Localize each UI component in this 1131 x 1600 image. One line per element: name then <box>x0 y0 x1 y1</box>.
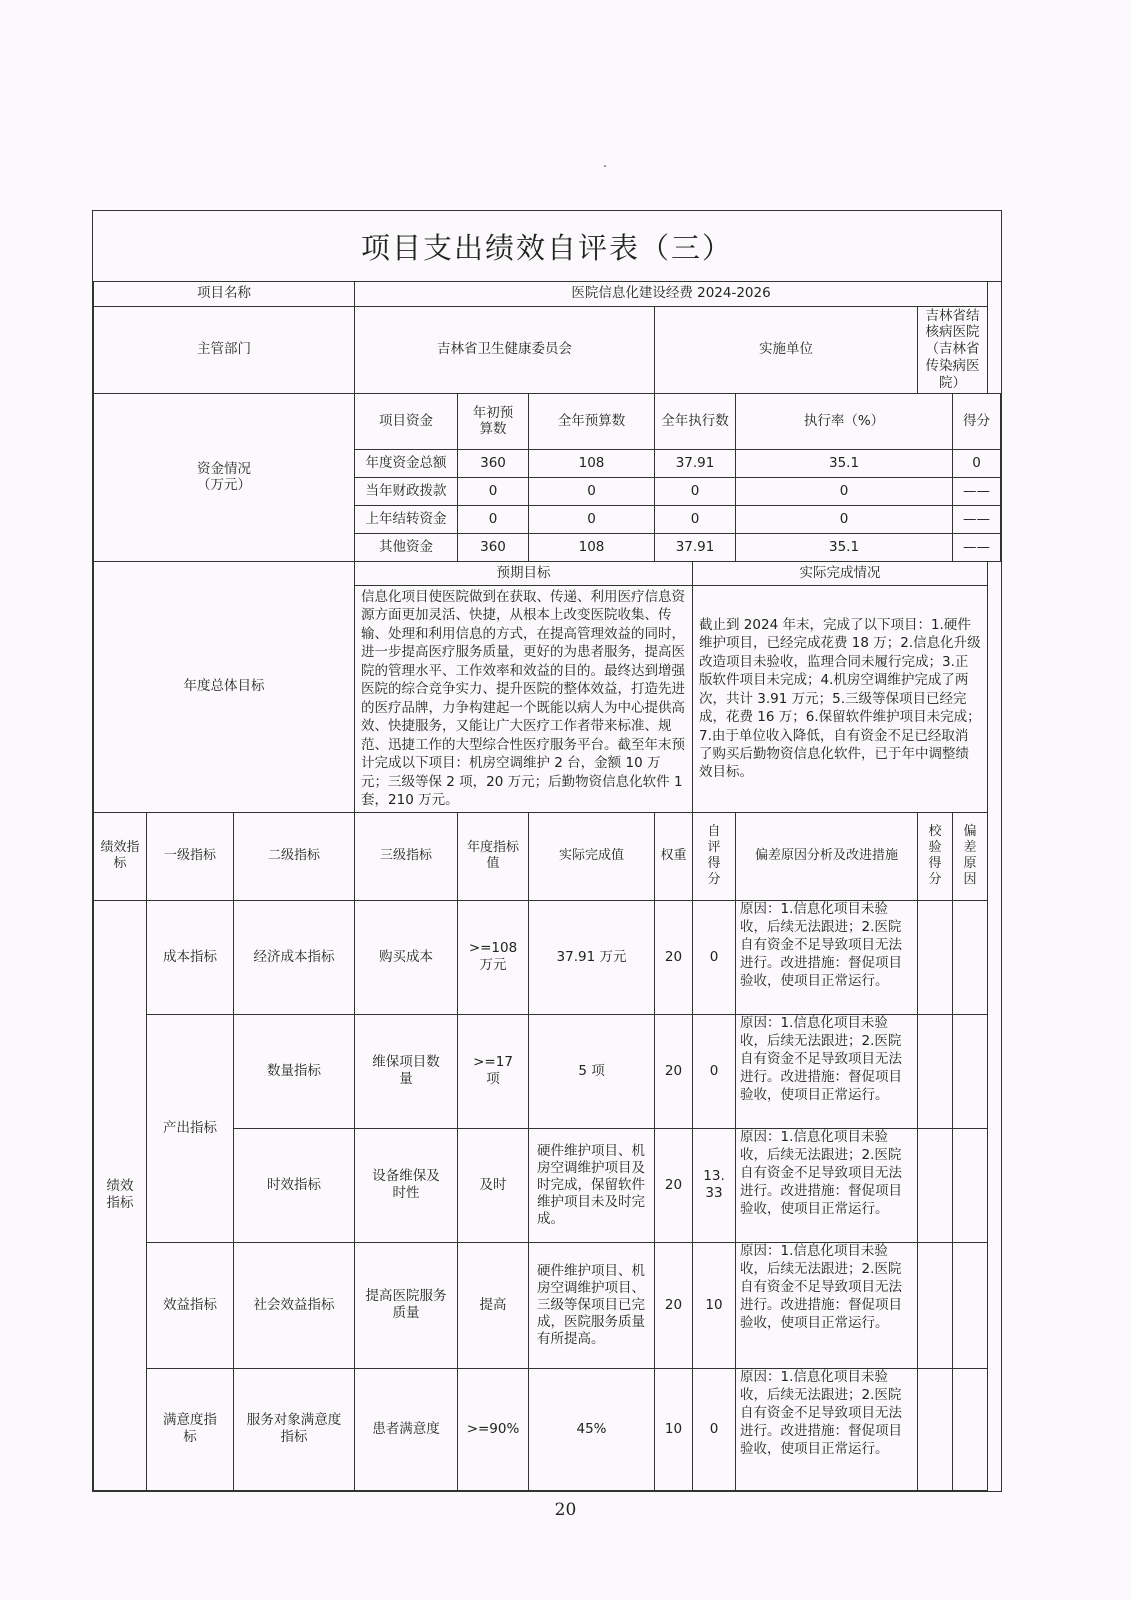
scan-speck <box>604 165 606 167</box>
perf-header-weight: 权重 <box>655 812 693 900</box>
perf-header-actual: 实际完成值 <box>529 812 655 900</box>
indicator-row-satisfaction: 满意度指标 服务对象满意度指标 患者满意度 >=90% 45% 10 0 原因：1.信息化项目未验收，后续无法跟进；2.医院自有资金不足导致项目无法进行。改进措施：督促项目验收，使项目正常运行。 <box>94 1368 1001 1490</box>
actual-status-header: 实际完成情况 <box>693 561 988 585</box>
indicator-row-cost: 绩效指标 成本指标 经济成本指标 购买成本 >=108万元 37.91 万元 20 0 原因：1.信息化项目未验收，后续无法跟进；2.医院自有资金不足导致项目无法进行。改进措施：督促项目验收，使项目正常运行。 <box>94 900 1001 1014</box>
fund-status-label: 资金情况 （万元） <box>94 393 355 561</box>
perf-header-level3: 三级指标 <box>355 812 458 900</box>
fund-header-initial: 年初预算数 <box>458 393 529 449</box>
fund-header-annual: 全年预算数 <box>529 393 655 449</box>
perf-header-deviation: 偏差原因 <box>953 812 988 900</box>
fund-header-item: 项目资金 <box>355 393 458 449</box>
department-value: 吉林省卫生健康委员会 <box>355 306 655 393</box>
deviation-reason: 原因：1.信息化项目未验收，后续无法跟进；2.医院自有资金不足导致项目无法进行。改进措施：督促项目验收，使项目正常运行。 <box>736 1368 918 1490</box>
fund-header-score: 得分 <box>953 393 1001 449</box>
indicator-row-quantity: 产出指标 数量指标 维保项目数量 >=17项 5 项 20 0 原因：1.信息化项目未验收，后续无法跟进；2.医院自有资金不足导致项目无法进行。改进措施：督促项目验收，使项目正常运行。 <box>94 1014 1001 1128</box>
indicator-row-benefit: 效益指标 社会效益指标 提高医院服务质量 提高 硬件维护项目、机房空调维护项目、三级等保项目已完成，医院服务质量有所提高。 20 10 原因：1.信息化项目未验收，后续无法跟进；2.医院自有资金不足导致项目无法进行。改进措施：督促项目验收，使项目正常运行。 <box>94 1242 1001 1368</box>
expected-goal-header: 预期目标 <box>355 561 693 585</box>
perf-header-target: 年度指标值 <box>458 812 529 900</box>
deviation-reason: 原因：1.信息化项目未验收，后续无法跟进；2.医院自有资金不足导致项目无法进行。改进措施：督促项目验收，使项目正常运行。 <box>736 900 918 1014</box>
fund-row: 当年财政拨款 0 0 0 0 —— <box>94 477 1001 505</box>
perf-header-level2: 二级指标 <box>234 812 355 900</box>
fund-header-executed: 全年执行数 <box>655 393 736 449</box>
actual-status-text: 截止到 2024 年末，完成了以下项目：1.硬件维护项目，已经完成花费 18 万；2.信息化升级改造项目未验收，监理合同未履行完成；3.正版软件项目未完成；4.机房空调维护完成了两次，共计 3.91 万元；5.三级等保项目已经完成，花费 16 万；6.保留软件维护项目未完成；7.由于单位收入降低，自有资金不足已经取消了购买后勤物资信息化软件，已于年中调整绩效目标。 <box>693 585 988 812</box>
perf-header-self-score: 自评得分 <box>693 812 736 900</box>
deviation-reason: 原因：1.信息化项目未验收，后续无法跟进；2.医院自有资金不足导致项目无法进行。改进措施：督促项目验收，使项目正常运行。 <box>736 1242 918 1368</box>
annual-goal-label: 年度总体目标 <box>94 561 355 812</box>
fund-row: 年度资金总额 360 108 37.91 35.1 0 <box>94 449 1001 477</box>
fund-row: 上年结转资金 0 0 0 0 —— <box>94 505 1001 533</box>
department-label: 主管部门 <box>94 306 355 393</box>
indicator-row-timeliness: 时效指标 设备维保及时性 及时 硬件维护项目、机房空调维护项目及时完成，保留软件维护项目未及时完成。 20 13.33 原因：1.信息化项目未验收，后续无法跟进；2.医院自有资金不足导致项目无法进行。改进措施：督促项目验收，使项目正常运行。 <box>94 1128 1001 1242</box>
perf-header-reason: 偏差原因分析及改进措施 <box>736 812 918 900</box>
fund-row: 其他资金 360 108 37.91 35.1 —— <box>94 533 1001 561</box>
performance-self-evaluation-sheet <box>92 210 1002 1492</box>
perf-header-level1: 一级指标 <box>147 812 234 900</box>
perf-header-check-score: 校验得分 <box>918 812 953 900</box>
project-name-label: 项目名称 <box>94 282 355 306</box>
project-name-value: 医院信息化建设经费 2024-2026 <box>355 282 988 306</box>
page-number: 20 <box>554 1500 577 1520</box>
fund-header-rate: 执行率（%） <box>736 393 953 449</box>
evaluation-table <box>93 282 1001 1491</box>
expected-goal-text: 信息化项目使医院做到在获取、传递、利用医疗信息资源方面更加灵活、快捷，从根本上改变医院收集、传输、处理和利用信息的方式，在提高管理效益的同时，进一步提高医疗服务质量，更好的为患者服务，提高医院的管理水平、工作效率和效益的目的。最终达到增强医院的综合竞争实力、提升医院的整体效益，打造先进的医疗品牌，力争构建起一个既能以病人为中心提供高效、快捷服务，又能让广大医疗工作者带来标准、规范、迅捷工作的大型综合性医疗服务平台。截至年末预计完成以下项目：机房空调维护 2 台，金额 10 万元；三级等保 2 项，20 万元；后勤物资信息化软件 1 套，210 万元。 <box>355 585 693 812</box>
impl-unit-label: 实施单位 <box>655 306 918 393</box>
perf-header-indicator: 绩效指标 <box>94 812 147 900</box>
impl-unit-value: 吉林省结核病医院（吉林省传染病医院） <box>918 306 988 393</box>
deviation-reason: 原因：1.信息化项目未验收，后续无法跟进；2.医院自有资金不足导致项目无法进行。改进措施：督促项目验收，使项目正常运行。 <box>736 1014 918 1128</box>
page-title: 项目支出绩效自评表（三） <box>93 211 1001 282</box>
perf-indicator-label: 绩效指标 <box>94 900 147 1490</box>
deviation-reason: 原因：1.信息化项目未验收，后续无法跟进；2.医院自有资金不足导致项目无法进行。改进措施：督促项目验收，使项目正常运行。 <box>736 1128 918 1242</box>
